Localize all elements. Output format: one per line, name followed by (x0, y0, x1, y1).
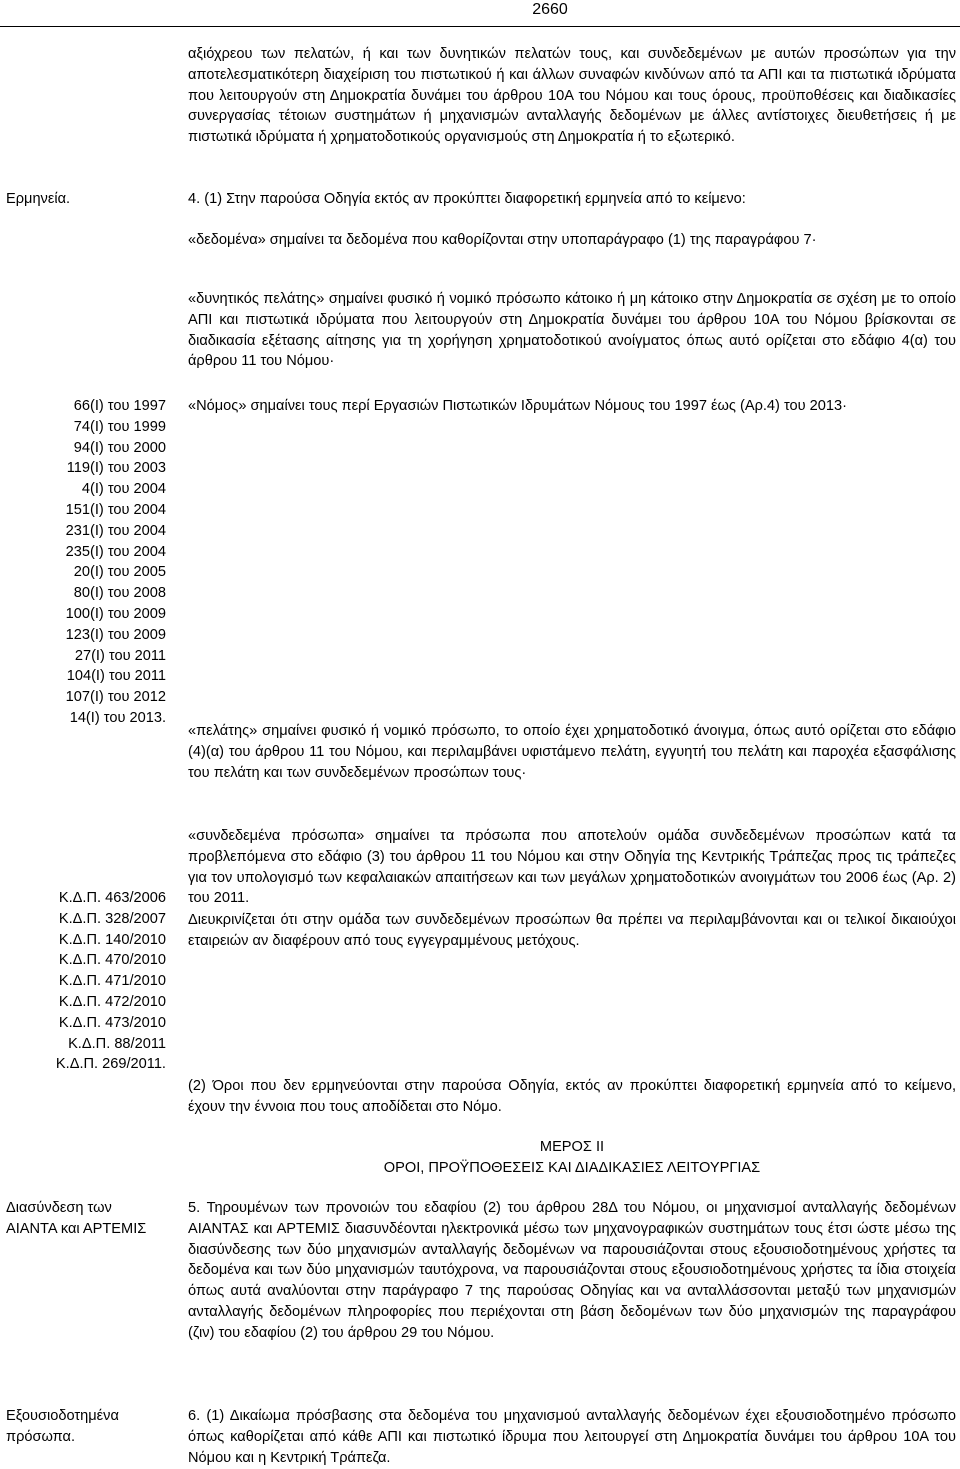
law-ref: 4(I) του 2004 (81, 481, 166, 498)
intro-paragraph-text: αξιόχρεου των πελατών, ή και των δυνητικών πελατών τους, και συνδεδεμένων με αυτών προσώπων για την αποτελεσματικότερη διαχείριση του πιστωτικού ή και άλλων συναφών κινδύνων από τα ΑΠΙ και τα πιστωτικά ιδρύματα που λειτουργούν στη Δημοκρατία δυνάμει του άρθρου 10Α του Νόμου και τους όρους, προϋποθέσεις και διαδικασίες συνεργασίας τέτοιων συστημάτων ή μηχανισμών ανταλλαγής δεδομένων με άλλες αντίστοιχες διευθετήσεις ή με πιστωτικά ιδρύματα ή χρηματοδοτικούς οργανισμούς στη Δημοκρατία ή το εξωτερικό. (188, 46, 956, 146)
part2-subheading: ΟΡΟΙ, ΠΡΟΫΠΟΘΕΣΕΙΣ ΚΑΙ ΔΙΑΔΙΚΑΣΙΕΣ ΛΕΙΤΟΥΡΓΙΑΣ (383, 1160, 761, 1176)
law-ref: 119(I) του 2003 (66, 460, 166, 477)
law-ref: 107(I) του 2012 (65, 689, 166, 706)
def-law: «Νόμος» σημαίνει τους περί Εργασιών Πιστωτικών Ιδρυμάτων Νόμους του 1997 έως (Αρ.4) του 2013· (188, 398, 847, 414)
kdp-ref: Κ.Δ.Π. 471/2010 (58, 973, 166, 990)
section5-margin-heading: Διασύνδεση των ΑΙΑΝΤΑ και ΑΡΤΕΜΙΣ (6, 1200, 147, 1237)
law-ref: 80(I) του 2008 (73, 585, 166, 602)
law-ref: 27(I) του 2011 (74, 647, 166, 664)
kdp-ref: Κ.Δ.Π. 328/2007 (58, 910, 166, 927)
law-ref: 235(I) του 2004 (65, 543, 166, 560)
kdp-ref: Κ.Δ.Π. 269/2011. (55, 1056, 166, 1073)
law-ref: 231(I) του 2004 (65, 522, 166, 539)
section4-margin-heading: Ερμηνεία. (6, 191, 71, 207)
def-data: «δεδομένα» σημαίνει τα δεδομένα που καθορίζονται στην υποπαράγραφο (1) της παραγράφου 7· (188, 232, 817, 248)
law-ref: 74(I) του 1999 (73, 418, 166, 435)
section4-intro: 4. (1) Στην παρούσα Οδηγία εκτός αν προκύπτει διαφορετική ερμηνεία από το κείμενο: (188, 191, 746, 207)
law-ref: 14(I) του 2013. (69, 709, 166, 726)
connected-persons-clarification: Διευκρινίζεται ότι στην ομάδα των συνδεδεμένων προσώπων θα πρέπει να περιλαμβάνονται και οι τελικοί δικαιούχοι εταιρειών αν διαφέρουν από τους εγγεγραμμένους μετόχους. (188, 912, 956, 949)
section6-text: 6. (1) Δικαίωμα πρόσβασης στα δεδομένα του μηχανισμού ανταλλαγής δεδομένων έχει εξουσιοδοτημένο πρόσωπο όπως καθορίζεται από κάθε ΑΠΙ και πιστωτικό ίδρυμα που λειτουργεί στη Δημοκρατία δυνάμει του άρθρου 10Α του Νόμου και η Κεντρική Τράπεζα. (188, 1408, 956, 1466)
law-ref: 151(I) του 2004 (65, 501, 166, 518)
kdp-ref: Κ.Δ.Π. 88/2011 (68, 1035, 166, 1052)
law-ref: 94(I) του 2000 (73, 439, 166, 456)
page-number: 2660 (532, 1, 568, 18)
law-ref: 20(I) του 2005 (73, 564, 166, 581)
kdp-ref: Κ.Δ.Π. 473/2010 (58, 1014, 166, 1031)
section5-text: 5. Τηρουμένων των προνοιών του εδαφίου (2) του άρθρου 28Δ του Νόμου, οι μηχανισμοί ανταλλαγής δεδομένων ΑΙΑΝΤΑΣ και ΑΡΤΕΜΙΣ διασυνδέονται ηλεκτρονικά μέσω των μηχανογραφικών συστημάτων τους έτσι ώστε μέσω της διασύνδεσης των δύο μηχανισμών ανταλλαγής δεδομένων να παρουσιάζονται στους εξουσιοδοτημένους χρήστες τα δεδομένα και των δύο μηχανισμών ταυτόχρονα, να παρουσιάζονται στους εξουσιοδοτημένους χρήστες τα ίδια στοιχεία όπως αυτά αναλύονται στην παράγραφο 7 της παρούσας Οδηγίας και να ανταλλάσσονται μεταξύ των μηχανισμών ανταλλαγής δεδομένων πληροφορίες που περιέχονται στη βάση δεδομένων των δύο μηχανισμών της παραγράφου (ζιν) του εδαφίου (2) του άρθρου 29 του Νόμου. (188, 1200, 956, 1341)
def-potential-client: «δυνητικός πελάτης» σημαίνει φυσικό ή νομικό πρόσωπο κάτοικο ή μη κάτοικο στην Δημοκρατία σε σχέση με το οποίο ΑΠΙ και πιστωτικά ιδρύματα που λειτουργούν στη Δημοκρατία δυνάμει του άρθρου 10Α του Νόμου βρίσκονται σε διαδικασία εξέτασης αίτησης για τη χορήγηση χρηματοδοτικού ανοίγματος όπως αυτό ορίζεται στο εδάφιο 4(α) του άρθρου 11 του Νόμου· (188, 291, 956, 370)
kdp-ref: Κ.Δ.Π. 463/2006 (58, 890, 166, 906)
kdp-ref: Κ.Δ.Π. 470/2010 (58, 952, 166, 969)
law-ref: 100(I) του 2009 (65, 605, 166, 622)
header-rule (0, 26, 960, 27)
def-connected-persons: «συνδεδεμένα πρόσωπα» σημαίνει τα πρόσωπα που αποτελούν ομάδα συνδεδεμένων προσώπων κατά τα προβλεπόμενα στο εδάφιο (3) του άρθρου 11 του Νόμου και στην Οδηγία της Κεντρικής Τράπεζας προς τις τράπεζες για τον υπολογισμό των κεφαλαιακών απαιτήσεων και των μεγάλων χρηματοδοτικών ανοιγμάτων του 2006 έως (Αρ. 2) του 2011. (188, 828, 956, 907)
intro-paragraph (188, 44, 956, 148)
section6-margin-heading: Εξουσιοδοτημένα πρόσωπα. (6, 1408, 119, 1445)
law-ref: 104(I) του 2011 (66, 668, 166, 685)
kdp-ref: Κ.Δ.Π. 472/2010 (58, 993, 166, 1010)
kdp-refs-list (6, 888, 166, 1075)
law-ref: 123(I) του 2009 (65, 626, 166, 643)
law-refs-list (6, 396, 166, 729)
def-client: «πελάτης» σημαίνει φυσικό ή νομικό πρόσωπο, το οποίο έχει χρηματοδοτικό άνοιγμα, όπως αυτό ορίζεται στο εδάφιο (4)(α) του άρθρου 11 του Νόμου, και περιλαμβάνει υφιστάμενο πελάτη, εγγυητή του πελάτη και παροχέα εξασφάλισης του πελάτη και των συνδεδεμένων προσώπων τους· (188, 723, 956, 781)
subsection-2: (2) Όροι που δεν ερμηνεύονται στην παρούσα Οδηγία, εκτός αν προκύπτει διαφορετική ερμηνεία από το κείμενο, έχουν την έννοια που τους αποδίδεται στο Νόμο. (188, 1078, 956, 1115)
part2-heading: ΜΕΡΟΣ ΙΙ (539, 1139, 605, 1155)
law-ref: 66(I) του 1997 (73, 398, 166, 414)
kdp-ref: Κ.Δ.Π. 140/2010 (58, 931, 166, 948)
